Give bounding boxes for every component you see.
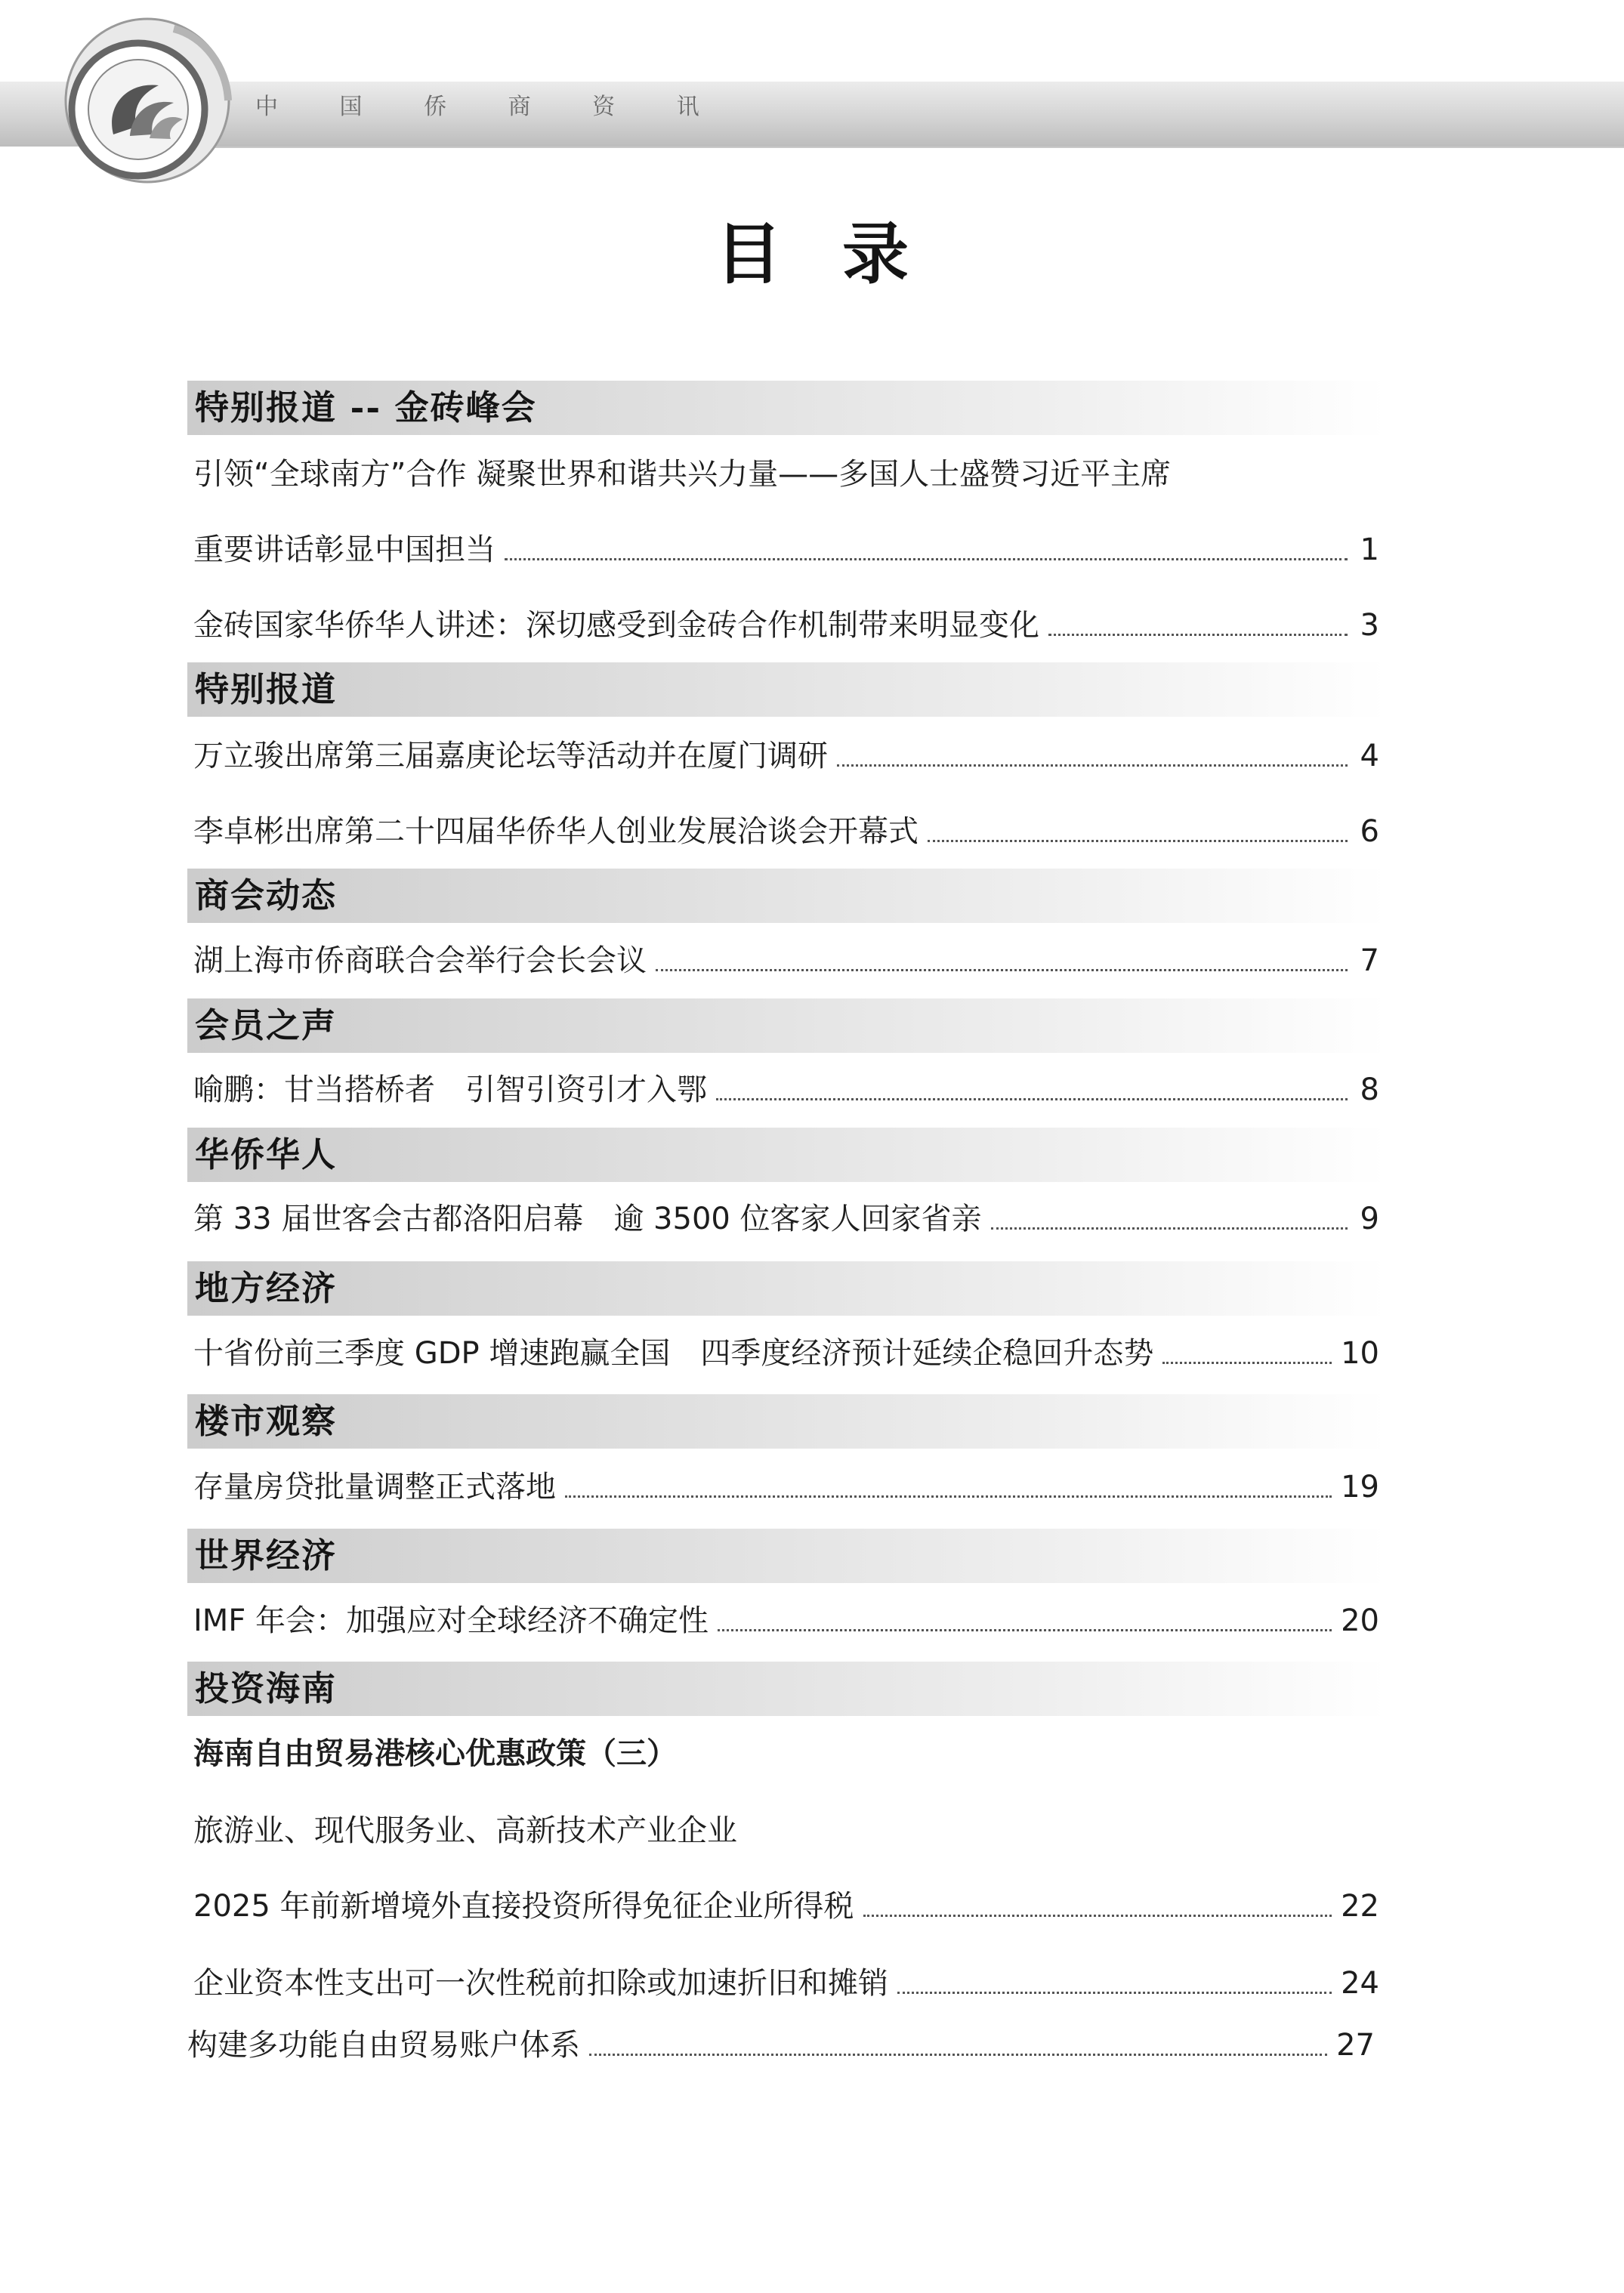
toc-entry[interactable]: 2025 年前新增境外直接投资所得免征企业所得税 22 [193,1889,1379,1924]
toc-entry[interactable]: 金砖国家华侨华人讲述：深切感受到金砖合作机制带来明显变化 3 [193,608,1379,643]
toc-entry[interactable]: 湖上海市侨商联合会举行会长会议 7 [193,943,1379,978]
toc-entry[interactable]: IMF 年会：加强应对全球经济不确定性 20 [193,1603,1379,1638]
header-band [0,82,1624,147]
section-heading: 特别报道 -- 金砖峰会 [187,381,1387,435]
magazine-name: 中 国 侨 商 资 讯 [255,94,727,120]
section-heading: 世界经济 [187,1529,1387,1583]
toc-entry[interactable]: 存量房贷批量调整正式落地 19 [193,1470,1379,1504]
toc-entry[interactable]: 第 33 届世客会古都洛阳启幕 逾 3500 位客家人回家省亲 9 [193,1202,1379,1236]
section-heading: 特别报道 [187,662,1387,717]
toc-entry[interactable]: 喻鹏：甘当搭桥者 引智引资引才入鄂 8 [193,1072,1379,1107]
chamber-logo-icon [60,14,234,187]
toc-entry[interactable]: 重要讲话彰显中国担当 1 [193,532,1379,567]
toc-entry[interactable]: 旅游业、现代服务业、高新技术产业企业 [193,1813,737,1848]
toc-entry[interactable]: 万立骏出席第三届嘉庚论坛等活动并在厦门调研 4 [193,739,1379,773]
section-heading: 地方经济 [187,1261,1387,1316]
page-title: 目录 [715,215,969,293]
section-heading: 会员之声 [187,998,1387,1053]
section-heading: 商会动态 [187,869,1387,923]
section-heading: 投资海南 [187,1662,1387,1716]
toc-entry[interactable]: 十省份前三季度 GDP 增速跑赢全国 四季度经济预计延续企稳回升态势 10 [193,1336,1379,1371]
toc-entry[interactable]: 企业资本性支出可一次性税前扣除或加速折旧和摊销 24 [193,1966,1379,2001]
section-heading: 华侨华人 [187,1128,1387,1182]
section-heading: 楼市观察 [187,1394,1387,1449]
toc-entry[interactable]: 引领“全球南方”合作 凝聚世界和谐共兴力量——多国人士盛赞习近平主席 [193,457,1172,492]
header-divider [189,147,1624,148]
toc-entry[interactable]: 构建多功能自由贸易账户体系 27 [187,2028,1375,2063]
toc-entry[interactable]: 海南自由贸易港核心优惠政策（三） [193,1736,677,1771]
toc-entry[interactable]: 李卓彬出席第二十四届华侨华人创业发展洽谈会开幕式 6 [193,814,1379,849]
